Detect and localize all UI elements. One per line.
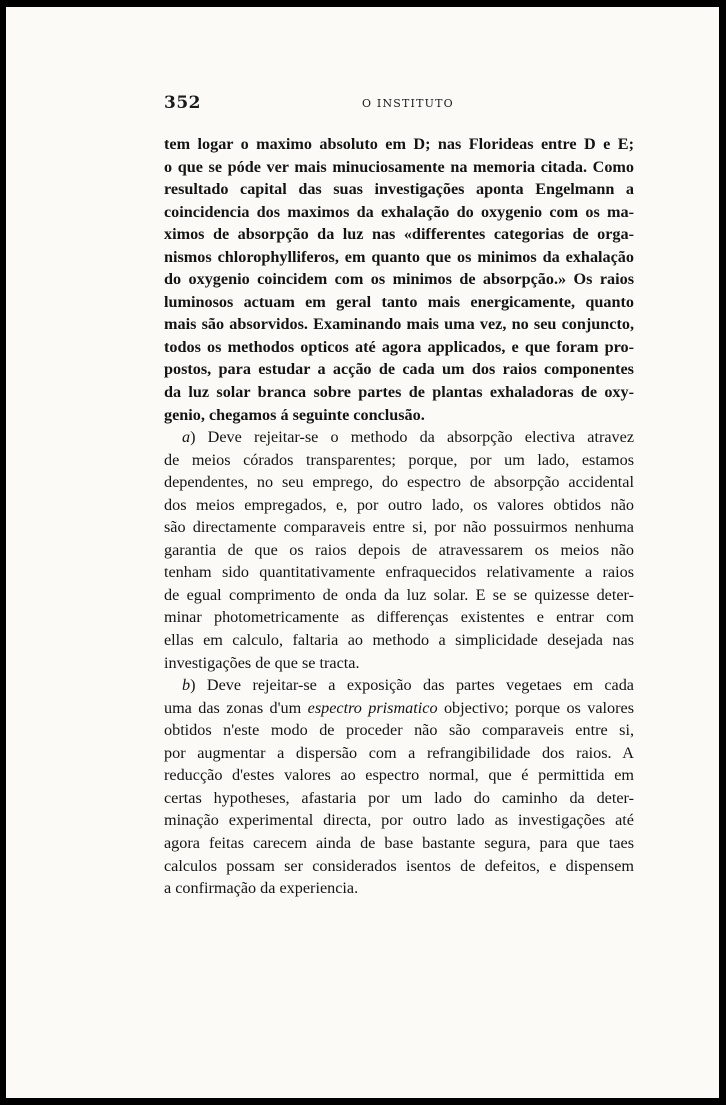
- page-header: [164, 93, 634, 117]
- text-line: obtidos n'este modo de proceder não são comparaveis entre si,: [164, 721, 634, 740]
- running-title: O INSTITUTO: [362, 97, 454, 110]
- text-line: a confirmação da experiencia.: [164, 879, 359, 898]
- text-line: calculos possam ser considerados isentos de defeitos, e dispensem: [164, 856, 634, 875]
- text-line: a) Deve rejeitar-se o methodo da absorpção electiva atravez: [182, 428, 634, 447]
- text-line: genio, chegamos á seguinte conclusão.: [164, 405, 425, 424]
- text-line: ximos de absorpção da luz nas «differentes categorias de orga-: [164, 225, 634, 244]
- text-line: certas hypotheses, afastaria por um lado do caminho da deter-: [164, 788, 634, 807]
- text-line: dos meios empregados, e, por outro lado, os valores obtidos não: [164, 495, 634, 514]
- text-line: uma das zonas d'um espectro prismatico objectivo; porque os valores: [164, 698, 635, 717]
- text-line: investigações de que se tracta.: [164, 653, 360, 672]
- text-line: tenham sido quantitativamente enfraquecidos relativamente a raios: [164, 563, 634, 582]
- text-line: de egual comprimento de onda da luz solar. E se se quizesse deter-: [164, 585, 634, 604]
- text-line: de meios córados transparentes; porque, por um lado, estamos: [164, 450, 634, 469]
- page: [6, 7, 719, 1098]
- text-line: b) Deve rejeitar-se a exposição das partes vegetaes em cada: [182, 676, 634, 695]
- text-line: postos, para estudar a acção de cada um dos raios componentes: [164, 360, 634, 379]
- body-text: [164, 133, 634, 900]
- text-line: por augmentar a dispersão com a refrangibilidade dos raios. A: [164, 743, 634, 762]
- text-line: luminosos actuam em geral tanto mais energicamente, quanto: [164, 292, 634, 311]
- text-line: minar photometricamente as differenças existentes e entrar com: [164, 608, 634, 627]
- text-line: do oxygenio coincidem com os minimos de absorpção.» Os raios: [164, 270, 634, 289]
- text-line: reducção d'estes valores ao espectro normal, que é permittida em: [164, 766, 634, 785]
- text-line: mais são absorvidos. Examinando mais uma vez, no seu conjuncto,: [164, 315, 634, 334]
- text-line: o que se póde ver mais minuciosamente na memoria citada. Como: [164, 157, 634, 176]
- paragraph-b: [164, 674, 634, 899]
- text-line: todos os methodos opticos até agora applicados, e que foram pro-: [164, 337, 634, 356]
- text-line: minação experimental directa, por outro lado as investigações até: [164, 811, 634, 830]
- paragraph-a: [164, 426, 634, 674]
- text-line: garantia de que os raios depois de atravessarem os meios não: [164, 540, 634, 559]
- text-line: tem logar o maximo absoluto em D; nas Florideas entre D e E;: [164, 135, 634, 153]
- paragraph-1: [164, 133, 634, 426]
- text-line: coincidencia dos maximos da exhalação do oxygenio com os ma-: [164, 202, 634, 221]
- text-line: resultado capital das suas investigações aponta Engelmann a: [164, 180, 634, 199]
- text-line: ellas em calculo, faltaria ao methodo a simplicidade desejada nas: [164, 631, 634, 650]
- text-line: agora feitas carecem ainda de base bastante segura, para que taes: [164, 833, 634, 852]
- text-line: dependentes, no seu emprego, do espectro de absorpção accidental: [164, 473, 634, 492]
- page-number: 352: [164, 93, 201, 113]
- text-line: são directamente comparaveis entre si, por não possuirmos nenhuma: [164, 518, 634, 537]
- text-line: nismos chlorophylliferos, em quanto que os minimos da exhalação: [164, 247, 634, 266]
- text-line: da luz solar branca sobre partes de plantas exhaladoras de oxy-: [164, 383, 634, 402]
